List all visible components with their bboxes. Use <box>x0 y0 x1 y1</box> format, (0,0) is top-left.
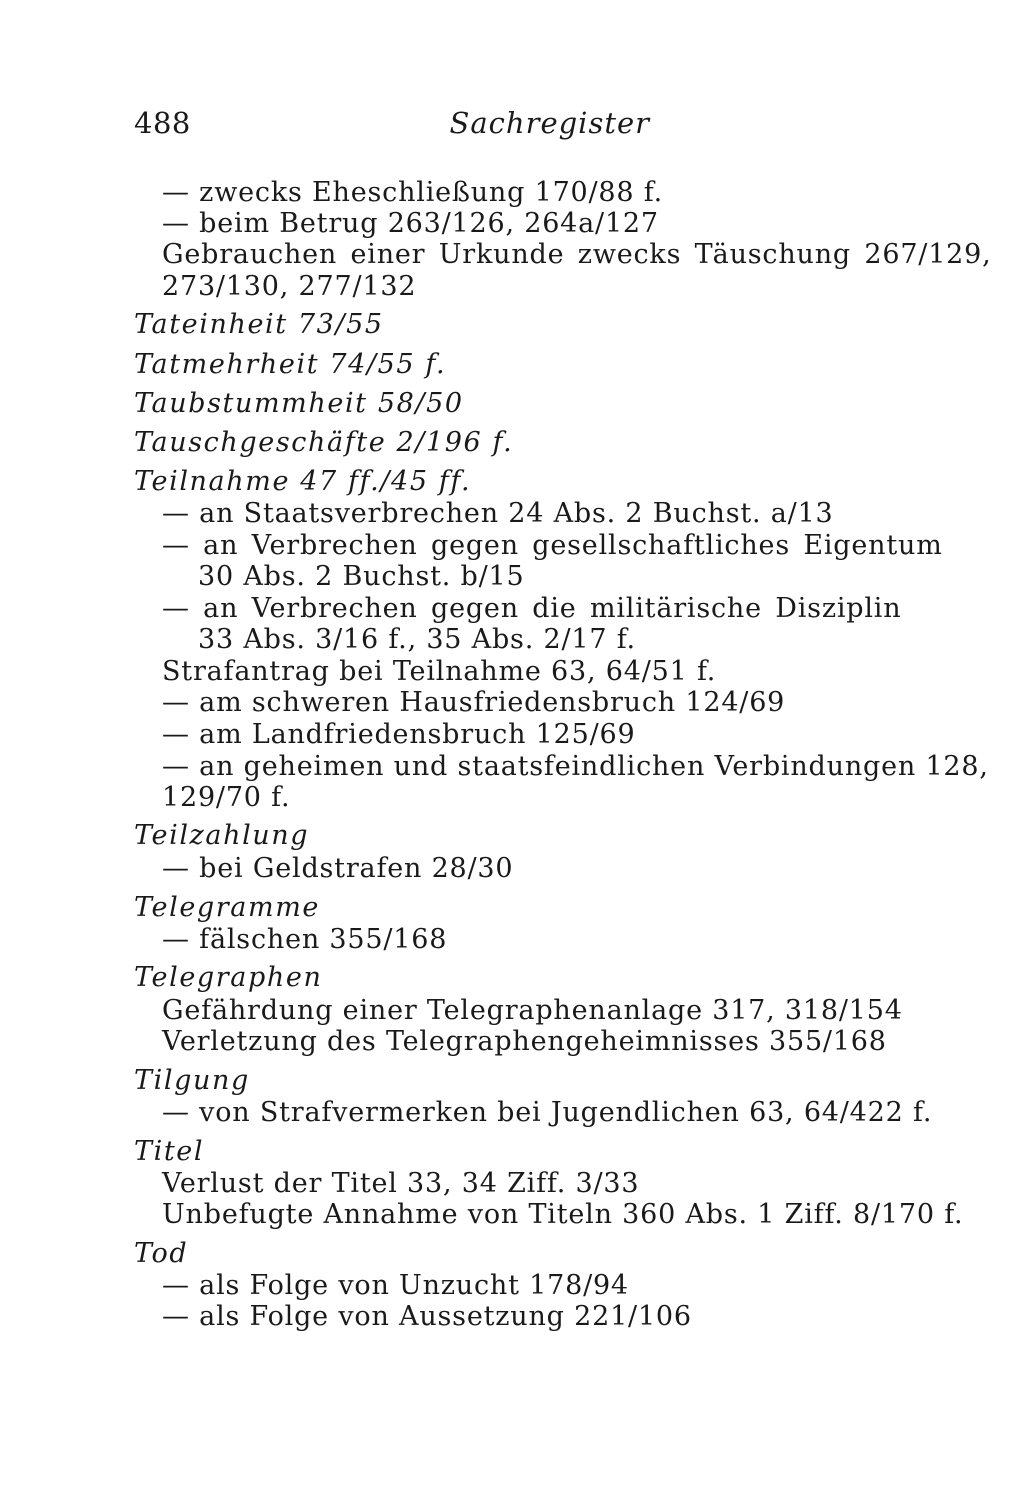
index-heading: Titel <box>134 1136 205 1167</box>
index-subentry: Gebrauchen einer Urkunde zwecks Täuschung 267/129, <box>162 239 992 270</box>
index-heading: Taubstummheit 58/50 <box>134 388 464 419</box>
index-heading: Teilzahlung <box>134 820 310 851</box>
index-heading: Telegramme <box>134 892 320 923</box>
index-heading: Teilnahme 47 ff./45 ff. <box>134 466 472 497</box>
index-subentry: — als Folge von Unzucht 178/94 <box>162 1270 629 1301</box>
index-subentry: — an Verbrechen gegen die militärische Disziplin <box>162 593 902 624</box>
index-subentry: — zwecks Eheschließung 170/88 f. <box>162 177 663 208</box>
index-heading: Tod <box>134 1238 189 1269</box>
index-subentry: — an Verbrechen gegen gesellschaftliches Eigentum <box>162 530 943 561</box>
index-subentry: — am schweren Hausfriedensbruch 124/69 <box>162 687 786 718</box>
index-heading: Tilgung <box>134 1065 250 1096</box>
index-heading: Tatmehrheit 74/55 f. <box>134 349 447 380</box>
index-subentry: — fälschen 355/168 <box>162 924 448 955</box>
index-subentry: Verlust der Titel 33, 34 Ziff. 3/33 <box>162 1168 640 1199</box>
index-subentry: — an Staatsverbrechen 24 Abs. 2 Buchst. a/13 <box>162 498 834 529</box>
index-subentry: Unbefugte Annahme von Titeln 360 Abs. 1 Ziff. 8/170 f. <box>162 1199 964 1230</box>
index-subentry: — bei Geldstrafen 28/30 <box>162 853 514 884</box>
index-subentry: — beim Betrug 263/126, 264a/127 <box>162 208 659 239</box>
index-heading: Tauschgeschäfte 2/196 f. <box>134 427 514 458</box>
index-heading: Telegraphen <box>134 962 323 993</box>
page-header <box>134 106 650 146</box>
index-subentry-continuation: 129/70 f. <box>162 782 291 813</box>
index-subentry: Verletzung des Telegraphengeheimnisses 355/168 <box>162 1026 887 1057</box>
index-subentry: Strafantrag bei Teilnahme 63, 64/51 f. <box>162 656 717 687</box>
index-subentry: Gefährdung einer Telegraphenanlage 317, 318/154 <box>162 995 903 1026</box>
index-subentry-continuation: 30 Abs. 2 Buchst. b/15 <box>198 561 525 592</box>
index-subentry: — an geheimen und staatsfeindlichen Verbindungen 128, <box>162 751 989 782</box>
index-subentry: — von Strafvermerken bei Jugendlichen 63, 64/422 f. <box>162 1097 933 1128</box>
running-title: Sachregister <box>449 106 650 140</box>
index-subentry: — als Folge von Aussetzung 221/106 <box>162 1301 692 1332</box>
index-subentry-continuation: 33 Abs. 3/16 f., 35 Abs. 2/17 f. <box>198 624 636 655</box>
index-subentry-continuation: 273/130, 277/132 <box>162 271 417 302</box>
index-subentry: — am Landfriedensbruch 125/69 <box>162 719 636 750</box>
index-heading: Tateinheit 73/55 <box>134 309 384 340</box>
page-number: 488 <box>134 106 191 140</box>
